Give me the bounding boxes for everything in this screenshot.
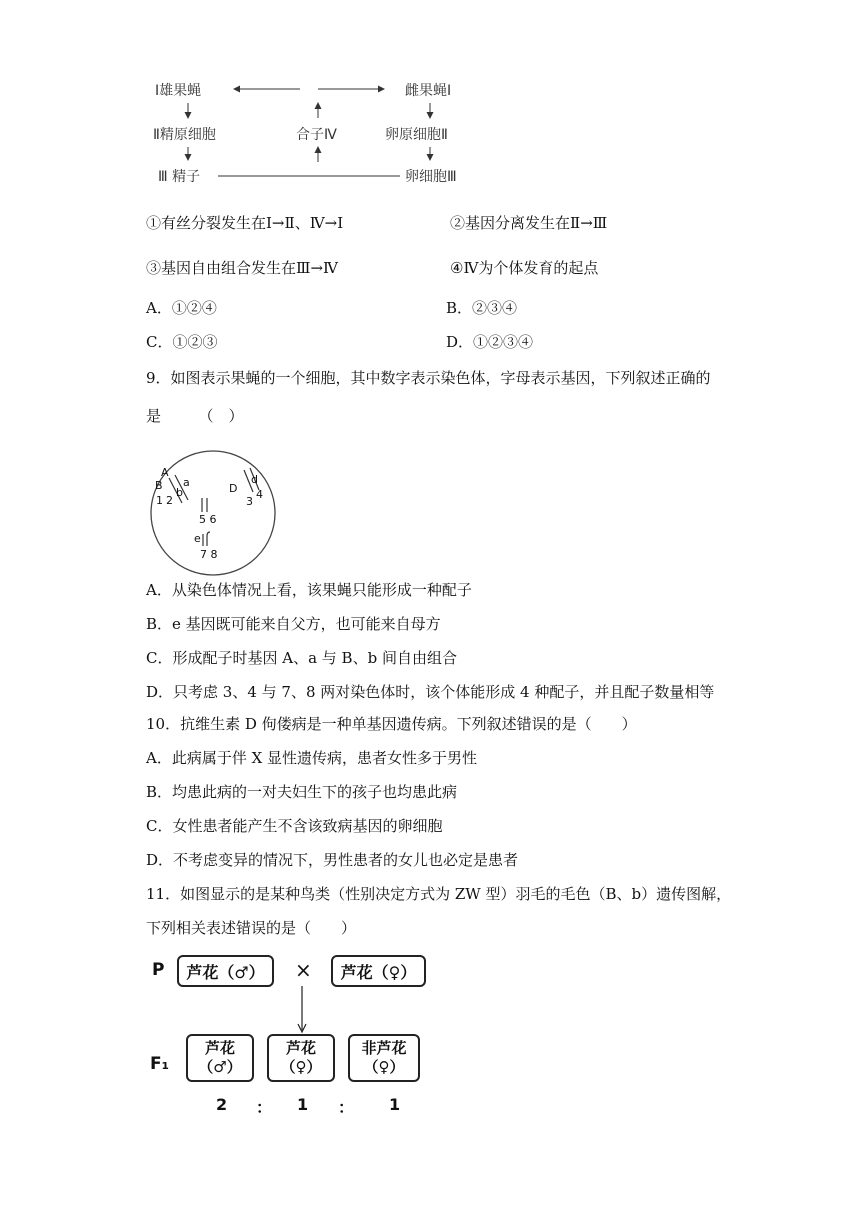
f1-box-female-barred	[267, 1034, 335, 1082]
q11-stem-line-2: 下列相关表述错误的是（ ）	[146, 919, 357, 937]
ratio-separator-2: ：	[338, 1098, 355, 1117]
q9-option-a: A．从染色体情况上看，该果蝇只能形成一种配子	[146, 581, 472, 599]
zygote-label: 合子Ⅳ	[296, 127, 337, 143]
f1-phenotype-1: 芦花	[204, 1039, 235, 1057]
q8-option-a: A．①②④	[146, 299, 217, 317]
f1-box-female-nonbarred	[348, 1034, 420, 1082]
q8-option-d: D．①②③④	[446, 333, 534, 351]
q8-statement-1: ①有丝分裂发生在Ⅰ→Ⅱ、Ⅳ→Ⅰ	[146, 214, 344, 232]
male-fly-label: Ⅰ雄果蝇	[155, 83, 202, 99]
q10-option-d: D．不考虑变异的情况下，男性患者的女儿也必定是患者	[146, 851, 519, 869]
gene-d: d	[251, 473, 258, 486]
female-fly-label: 雌果蝇Ⅰ	[405, 83, 452, 99]
q9-stem-line-2: 是 （ ）	[146, 407, 244, 425]
q9-option-b: B．e 基因既可能来自父方，也可能来自母方	[146, 615, 441, 633]
generation-p-label: P	[152, 960, 165, 980]
gene-B: B	[155, 479, 163, 492]
cross-arrow	[290, 986, 314, 1034]
chromosome-label-1: 1	[156, 494, 163, 507]
q8-statement-4: ④Ⅳ为个体发育的起点	[450, 259, 599, 277]
chromosome-label-7-8: 7 8	[200, 548, 218, 561]
p-female-box: 芦花（♀）	[331, 955, 426, 987]
f1-phenotype-2: 芦花	[285, 1039, 316, 1057]
q8-option-b: B．②③④	[446, 299, 518, 317]
gene-D: D	[229, 482, 238, 495]
f1-sex-1: （♂）	[198, 1058, 242, 1076]
chromosome-label-4: 4	[256, 488, 263, 501]
oogonium-label: 卵原细胞Ⅱ	[385, 127, 448, 143]
gene-b: b	[176, 486, 183, 499]
f1-sex-3: （♀）	[363, 1058, 405, 1076]
ratio-value-1: 2	[216, 1095, 228, 1114]
q9-option-c: C．形成配子时基因 A、a 与 B、b 间自由组合	[146, 649, 457, 667]
spermatogonium-label: Ⅱ精原细胞	[153, 127, 216, 143]
ratio-value-3: 1	[389, 1095, 401, 1114]
chromosome-label-5-6: 5 6	[199, 513, 217, 526]
q8-statement-3: ③基因自由组合发生在Ⅲ→Ⅳ	[146, 259, 339, 277]
q10-option-a: A．此病属于伴 X 显性遗传病，患者女性多于男性	[146, 749, 478, 767]
chromosome-label-2: 2	[166, 494, 173, 507]
q9-stem-line-1: 9．如图表示果蝇的一个细胞，其中数字表示染色体，字母表示基因，下列叙述正确的	[146, 369, 711, 387]
ratio-separator-1: ：	[256, 1098, 273, 1117]
sperm-label: Ⅲ 精子	[158, 169, 201, 185]
egg-label: 卵细胞Ⅲ	[405, 169, 457, 185]
f1-phenotype-3: 非芦花	[361, 1039, 407, 1057]
q11-stem-line-1: 11．如图显示的是某种鸟类（性别决定方式为 ZW 型）羽毛的毛色（B、b）遗传图解，	[146, 885, 732, 903]
gene-A: A	[161, 466, 169, 479]
gene-e: e	[194, 532, 201, 545]
generation-f1-label: F₁	[150, 1054, 170, 1074]
gene-a: a	[183, 476, 190, 489]
q9-option-d: D．只考虑 3、4 与 7、8 两对染色体时，该个体能形成 4 种配子，并且配子数量相等	[146, 683, 715, 701]
f1-box-male-barred	[186, 1034, 254, 1082]
p-male-box: 芦花（♂）	[177, 955, 274, 987]
chromosome-label-3: 3	[246, 495, 253, 508]
q10-option-b: B．均患此病的一对夫妇生下的孩子也均患此病	[146, 783, 458, 801]
q10-stem: 10．抗维生素 D 佝偻病是一种单基因遗传病。下列叙述错误的是（ ）	[146, 715, 637, 733]
cross-symbol: ×	[295, 958, 312, 982]
q8-option-c: C．①②③	[146, 333, 218, 351]
life-cycle-arrows	[0, 0, 500, 200]
chromosome-8	[207, 532, 210, 546]
q8-statement-2: ②基因分离发生在Ⅱ→Ⅲ	[450, 214, 608, 232]
f1-sex-2: （♀）	[280, 1058, 322, 1076]
ratio-value-2: 1	[297, 1095, 309, 1114]
q10-option-c: C．女性患者能产生不含该致病基因的卵细胞	[146, 817, 443, 835]
